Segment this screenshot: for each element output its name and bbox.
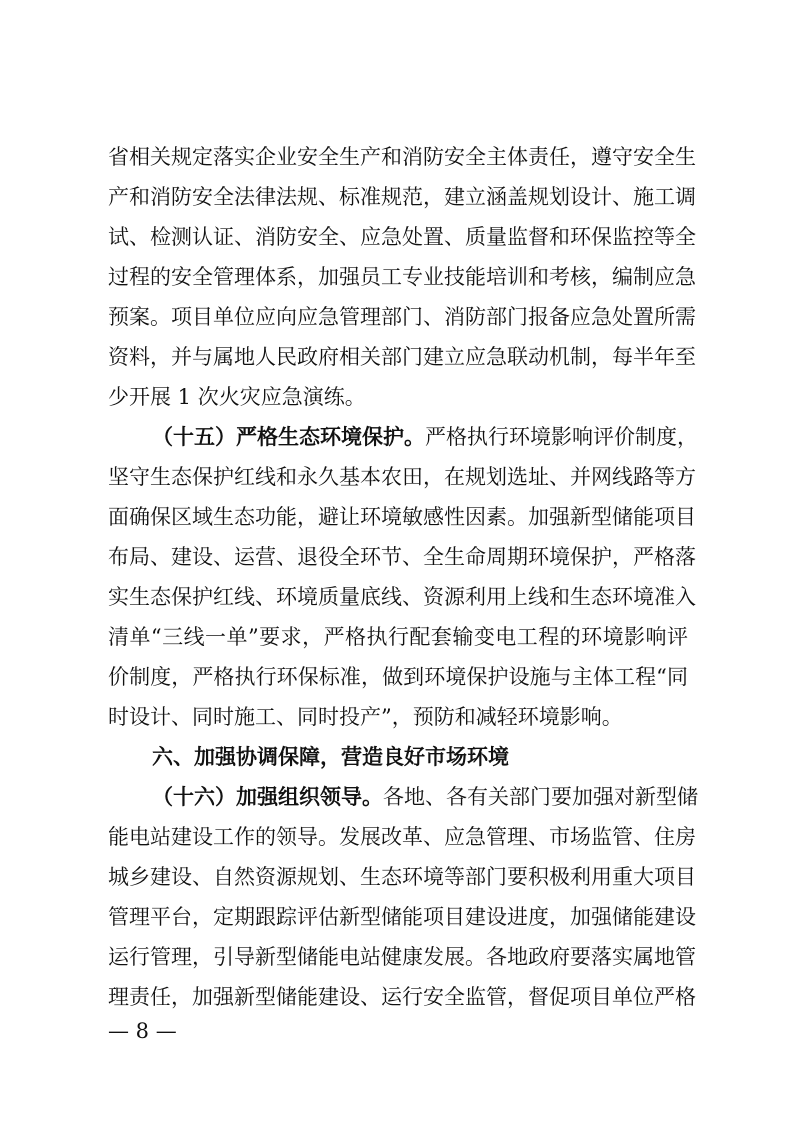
body-line: 理责任，加强新型储能建设、运行安全监管，督促项目单位严格 xyxy=(108,985,696,1009)
body-line: 运行管理，引导新型储能电站健康发展。各地政府要落实属地管 xyxy=(108,945,696,969)
body-line: 城乡建设、自然资源规划、生态环境等部门要积极利用重大项目 xyxy=(108,865,696,889)
body-line: 时设计、同时施工、同时投产”，预防和减轻环境影响。 xyxy=(108,705,623,729)
body-line: 价制度，严格执行环保标准，做到环境保护设施与主体工程“同 xyxy=(108,665,688,689)
paragraph-text: 严格执行环境影响评价制度， xyxy=(425,425,698,449)
body-line: 实生态保护红线、环境质量底线、资源利用上线和生态环境准入 xyxy=(108,585,696,609)
body-line: 清单“三线一单”要求，严格执行配套输变电工程的环境影响评 xyxy=(108,625,688,649)
body-line: 能电站建设工作的领导。发展改革、应急管理、市场监管、住房 xyxy=(108,825,696,849)
body-line: 管理平台，定期跟踪评估新型储能项目建设进度，加强储能建设 xyxy=(108,905,696,929)
body-line: 预案。项目单位应向应急管理部门、消防部门报备应急处置所需 xyxy=(108,305,696,329)
body-line: 面确保区域生态功能，避让环境敏感性因素。加强新型储能项目 xyxy=(108,505,696,529)
body-line: 少开展 1 次火灾应急演练。 xyxy=(108,385,366,409)
paragraph-text: 各地、各有关部门要加强对新型储 xyxy=(383,785,698,809)
paragraph-first-line xyxy=(152,425,698,449)
body-line: 试、检测认证、消防安全、应急处置、质量监督和环保监控等全 xyxy=(108,225,696,249)
section-heading: 六、加强协调保障，营造良好市场环境 xyxy=(152,745,509,769)
body-line: 省相关规定落实企业安全生产和消防安全主体责任，遵守安全生 xyxy=(108,145,696,169)
paragraph-title: （十五）严格生态环境保护。 xyxy=(152,425,425,449)
paragraph-first-line xyxy=(152,785,698,809)
body-line: 产和消防安全法律法规、标准规范，建立涵盖规划设计、施工调 xyxy=(108,185,696,209)
paragraph-title: （十六）加强组织领导。 xyxy=(152,785,383,809)
body-line: 坚守生态保护红线和永久基本农田，在规划选址、并网线路等方 xyxy=(108,465,696,489)
body-line: 布局、建设、运营、退役全环节、全生命周期环境保护，严格落 xyxy=(108,545,696,569)
body-line: 过程的安全管理体系，加强员工专业技能培训和考核，编制应急 xyxy=(108,265,696,289)
page-number: — 8 — xyxy=(108,1019,177,1043)
body-line: 资料，并与属地人民政府相关部门建立应急联动机制，每半年至 xyxy=(108,345,696,369)
